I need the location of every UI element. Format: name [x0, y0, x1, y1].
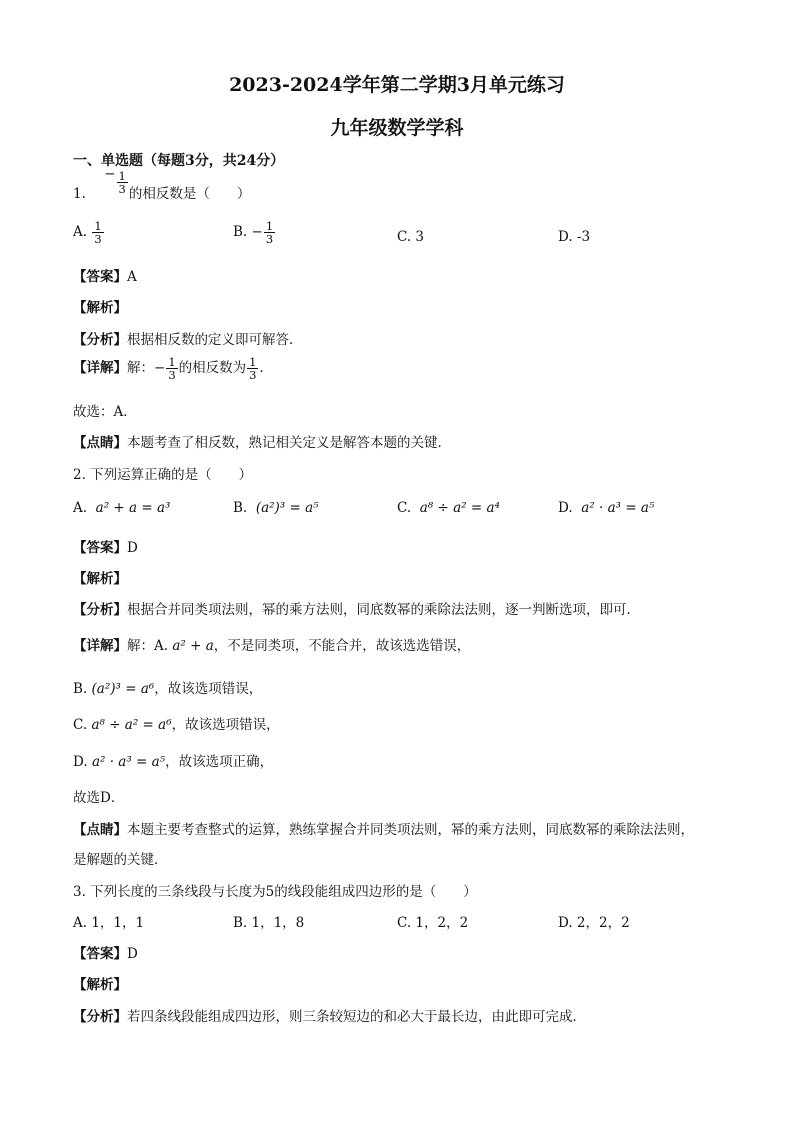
q2-answer: 【答案】D [73, 540, 138, 556]
q3-option-d: D. 2，2，2 [558, 915, 630, 931]
question-3: 3. 下列长度的三条线段与长度为5的线段能组成四边形的是（ ） [73, 884, 477, 900]
section-heading: 一、单选题（每题3分，共24分） [73, 153, 285, 169]
q3-option-c: C. 1，2，2 [397, 915, 469, 931]
q2-option-a: A. a² + a = a³ [73, 500, 171, 516]
q1-choose: 故选：A． [73, 404, 137, 420]
q3-answer: 【答案】D [73, 946, 138, 962]
q3-analysis-tag: 【解析】 [73, 977, 127, 993]
q1-dianjing: 【点睛】本题考查了相反数，熟记相关定义是解答本题的关键． [73, 435, 451, 451]
q1-option-b: B. − $\frac{1}{3}$ [233, 219, 274, 246]
question-2: 2. 下列运算正确的是（ ） [73, 467, 253, 483]
fraction: $\frac{1}{3}$ [118, 169, 126, 196]
q1-analysis-tag: 【解析】 [73, 300, 127, 316]
q2-analysis-tag: 【解析】 [73, 571, 127, 587]
q3-option-b: B. 1，1，8 [233, 915, 305, 931]
document-title: 2023-2024学年第二学期3月单元练习 [229, 74, 565, 96]
q1-option-d: D. -3 [558, 229, 591, 245]
q2-option-c: C. a⁸ ÷ a² = a⁴ [397, 500, 500, 516]
document-subtitle: 九年级数学学科 [330, 117, 464, 139]
q1-option-a: A. $\frac{1}{3}$ [73, 219, 102, 246]
q2-line-c: C. a⁸ ÷ a² = a⁶，故该选项错误， [73, 717, 280, 733]
q1-xiangjie: 【详解】解：− $\frac{1}{3}$ 的相反数为 $\frac{1}{3}$ ． [73, 355, 273, 382]
frac-sign: − [104, 166, 116, 182]
q2-option-b: B. (a²)³ = a⁵ [233, 500, 319, 516]
q2-line-b: B. (a²)³ = a⁶，故该选项错误， [73, 681, 263, 697]
fraction: $\frac{1}{3}$ [168, 355, 176, 382]
q2-fenxi: 【分析】根据合并同类项法则，幂的乘方法则，同底数幂的乘除法法则，逐一判断选项，即可． [73, 602, 640, 618]
question-stem: 的相反数是（ ） [128, 186, 251, 202]
question-1 [73, 166, 251, 207]
q1-answer: 【答案】A [73, 269, 137, 285]
q2-option-d: D. a² · a³ = a⁵ [558, 500, 655, 516]
q3-fenxi: 【分析】若四条线段能组成四边形，则三条较短边的和必大于最长边，由此即可完成． [73, 1009, 586, 1025]
q2-dianjing-cont: 是解题的关键． [73, 852, 168, 868]
fraction: $\frac{1}{3}$ [94, 219, 102, 246]
q3-option-a: A. 1，1，1 [73, 915, 145, 931]
q2-dianjing: 【点睛】本题主要考查整式的运算，熟练掌握合并同类项法则，幂的乘方法则，同底数幂的乘除法法则， [73, 822, 694, 838]
q1-fenxi: 【分析】根据相反数的定义即可解答． [73, 332, 303, 348]
fraction: $\frac{1}{3}$ [265, 219, 274, 246]
question-number: 1. [73, 186, 86, 202]
q2-choose: 故选D． [73, 790, 125, 806]
fraction: $\frac{1}{3}$ [249, 355, 257, 382]
q2-line-d: D. a² · a³ = a⁵，故该选项正确， [73, 754, 274, 770]
q2-xiangjie: 【详解】解：A. a² + a，不是同类项，不能合并，故该选选错误， [73, 638, 471, 654]
q1-option-c: C. 3 [397, 229, 425, 245]
